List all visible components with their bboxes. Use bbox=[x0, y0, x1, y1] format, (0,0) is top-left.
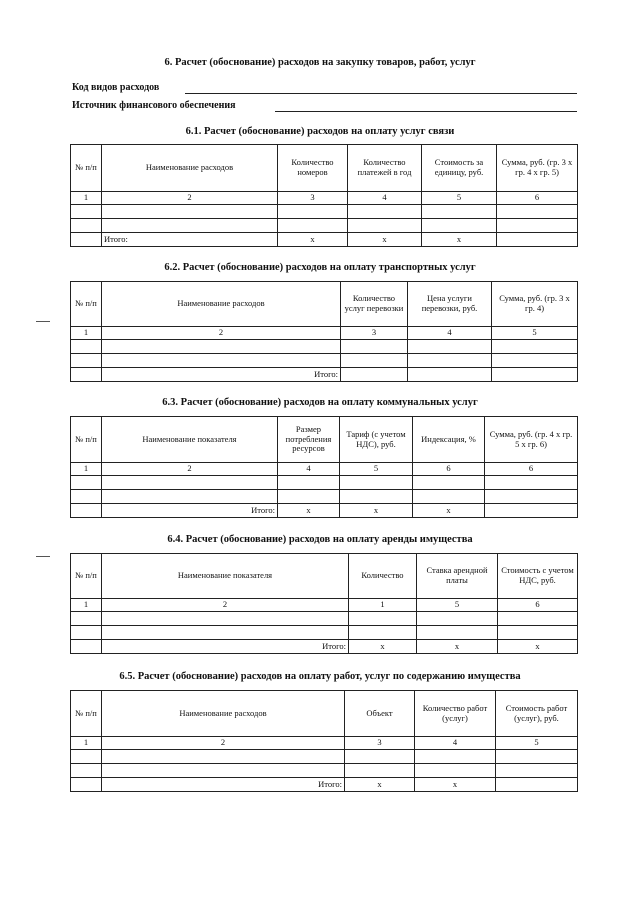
total-mark: x bbox=[348, 233, 422, 247]
table-6-4 bbox=[70, 553, 578, 654]
col-name-header: Наименование показателя bbox=[102, 417, 278, 463]
col-header: Ставка арендной платы bbox=[417, 554, 498, 599]
total-row bbox=[71, 233, 578, 247]
total-label: Итого: bbox=[102, 368, 341, 382]
col-num: 1 bbox=[349, 599, 417, 612]
col-num: 4 bbox=[408, 327, 492, 340]
col-header: Размер потребления ресурсов bbox=[278, 417, 340, 463]
col-header: Объект bbox=[345, 691, 415, 737]
total-row bbox=[71, 368, 578, 382]
col-num: 2 bbox=[102, 737, 345, 750]
col-num: 5 bbox=[417, 599, 498, 612]
col-header: Цена услуги перевозки, руб. bbox=[408, 282, 492, 327]
col-number-header: № п/п bbox=[71, 691, 102, 737]
col-num: 5 bbox=[492, 327, 578, 340]
col-header: Стоимость с учетом НДС, руб. bbox=[498, 554, 578, 599]
table-6-1-title: 6.1. Расчет (обоснование) расходов на оплату услуг связи bbox=[185, 126, 455, 137]
col-num: 6 bbox=[485, 463, 578, 476]
table-header-row bbox=[71, 554, 578, 599]
total-mark: x bbox=[413, 504, 485, 518]
table-header-row bbox=[71, 145, 578, 192]
source-label: Источник финансового обеспечения bbox=[72, 100, 236, 111]
col-header: Количество работ (услуг) bbox=[415, 691, 496, 737]
code-label: Код видов расходов bbox=[72, 82, 160, 93]
col-num: 1 bbox=[71, 463, 102, 476]
col-num: 2 bbox=[102, 192, 278, 205]
table-row bbox=[71, 219, 578, 233]
col-header: Количество услуг перевозки bbox=[341, 282, 408, 327]
col-number-header: № п/п bbox=[71, 554, 102, 599]
col-num: 4 bbox=[348, 192, 422, 205]
col-num: 3 bbox=[341, 327, 408, 340]
total-row bbox=[71, 778, 578, 792]
source-line bbox=[275, 110, 577, 112]
table-header-row bbox=[71, 691, 578, 737]
col-num: 1 bbox=[71, 599, 102, 612]
col-num: 6 bbox=[498, 599, 578, 612]
total-label: Итого: bbox=[102, 504, 278, 518]
table-6-2-title: 6.2. Расчет (обоснование) расходов на оплату транспортных услуг bbox=[164, 262, 476, 273]
col-num: 3 bbox=[345, 737, 415, 750]
table-row bbox=[71, 205, 578, 219]
col-num: 2 bbox=[102, 327, 341, 340]
col-num: 5 bbox=[496, 737, 578, 750]
col-number-header: № п/п bbox=[71, 145, 102, 192]
total-mark: x bbox=[345, 778, 415, 792]
total-mark: x bbox=[278, 504, 340, 518]
col-name-header: Наименование расходов bbox=[102, 691, 345, 737]
col-name-header: Наименование расходов bbox=[102, 282, 341, 327]
total-label: Итого: bbox=[102, 233, 278, 247]
col-header: Сумма, руб. (гр. 4 x гр. 5 x гр. 6) bbox=[485, 417, 578, 463]
col-num: 3 bbox=[278, 192, 348, 205]
col-name-header: Наименование расходов bbox=[102, 145, 278, 192]
table-6-5-title: 6.5. Расчет (обоснование) расходов на оплату работ, услуг по содержанию имущества bbox=[119, 671, 521, 682]
total-row bbox=[71, 640, 578, 654]
table-6-5 bbox=[70, 690, 578, 792]
scan-mark bbox=[36, 321, 50, 322]
column-number-row bbox=[71, 327, 578, 340]
table-header-row bbox=[71, 417, 578, 463]
table-row bbox=[71, 476, 578, 490]
col-header: Количество номеров bbox=[278, 145, 348, 192]
col-name-header: Наименование показателя bbox=[102, 554, 349, 599]
col-header: Индексация, % bbox=[413, 417, 485, 463]
table-6-4-title: 6.4. Расчет (обоснование) расходов на оплату аренды имущества bbox=[167, 534, 473, 545]
col-num: 6 bbox=[413, 463, 485, 476]
total-label: Итого: bbox=[102, 778, 345, 792]
col-header: Сумма, руб. (гр. 3 x гр. 4) bbox=[492, 282, 578, 327]
col-num: 1 bbox=[71, 327, 102, 340]
section-title: 6. Расчет (обоснование) расходов на закупку товаров, работ, услуг bbox=[164, 57, 476, 68]
total-mark: x bbox=[498, 640, 578, 654]
col-num: 1 bbox=[71, 737, 102, 750]
col-num: 4 bbox=[415, 737, 496, 750]
table-row bbox=[71, 750, 578, 764]
total-mark: x bbox=[349, 640, 417, 654]
table-row bbox=[71, 354, 578, 368]
col-num: 5 bbox=[340, 463, 413, 476]
total-mark: x bbox=[340, 504, 413, 518]
column-number-row bbox=[71, 192, 578, 205]
code-line bbox=[185, 92, 577, 94]
col-num: 2 bbox=[102, 599, 349, 612]
col-header: Количество платежей в год bbox=[348, 145, 422, 192]
table-row bbox=[71, 626, 578, 640]
table-header-row bbox=[71, 282, 578, 327]
col-header: Количество bbox=[349, 554, 417, 599]
col-header: Тариф (с учетом НДС), руб. bbox=[340, 417, 413, 463]
col-number-header: № п/п bbox=[71, 282, 102, 327]
col-num: 1 bbox=[71, 192, 102, 205]
table-row bbox=[71, 612, 578, 626]
col-num: 6 bbox=[497, 192, 578, 205]
col-header: Сумма, руб. (гр. 3 x гр. 4 x гр. 5) bbox=[497, 145, 578, 192]
table-row bbox=[71, 764, 578, 778]
table-row bbox=[71, 340, 578, 354]
scan-mark bbox=[36, 556, 50, 557]
total-mark: x bbox=[278, 233, 348, 247]
column-number-row bbox=[71, 599, 578, 612]
total-mark: x bbox=[417, 640, 498, 654]
total-label: Итого: bbox=[102, 640, 349, 654]
column-number-row bbox=[71, 463, 578, 476]
table-6-3-title: 6.3. Расчет (обоснование) расходов на оплату коммунальных услуг bbox=[162, 397, 478, 408]
col-number-header: № п/п bbox=[71, 417, 102, 463]
column-number-row bbox=[71, 737, 578, 750]
total-row bbox=[71, 504, 578, 518]
col-header: Стоимость за единицу, руб. bbox=[422, 145, 497, 192]
col-num: 5 bbox=[422, 192, 497, 205]
total-mark: x bbox=[415, 778, 496, 792]
col-num: 2 bbox=[102, 463, 278, 476]
table-6-2 bbox=[70, 281, 578, 382]
total-mark: x bbox=[422, 233, 497, 247]
col-num: 4 bbox=[278, 463, 340, 476]
table-6-3 bbox=[70, 416, 578, 518]
table-6-1 bbox=[70, 144, 578, 247]
table-row bbox=[71, 490, 578, 504]
col-header: Стоимость работ (услуг), руб. bbox=[496, 691, 578, 737]
